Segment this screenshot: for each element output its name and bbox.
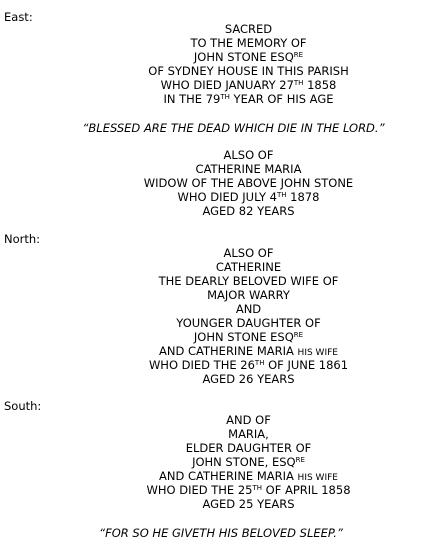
south-label: South: bbox=[4, 399, 42, 413]
east-inscription bbox=[0, 22, 441, 106]
south-inscription bbox=[0, 413, 441, 511]
east-inscription-2 bbox=[0, 148, 441, 218]
north-line-5: AND bbox=[235, 302, 262, 316]
north-line-9: WHO DIED THE 26TH OF JUNE 1861 bbox=[148, 358, 349, 372]
east-line-3: JOHN STONE $ESQ^{RE}$ bbox=[193, 50, 304, 64]
east-line-11: AGED 82 YEARS bbox=[202, 204, 295, 218]
east-line-4: OF SYDNEY HOUSE IN THIS PARISH bbox=[148, 64, 349, 78]
south-line-3: ELDER DAUGHTER OF bbox=[185, 441, 312, 455]
east-line-5: WHO DIED JANUARY 27TH 1858 bbox=[160, 78, 337, 92]
north-line-7: JOHN STONE $ESQ^{RE}$ bbox=[193, 330, 304, 344]
north-line-8: AND CATHERINE MARIA HIS WIFE bbox=[159, 344, 338, 358]
east-line-6: IN THE 79TH YEAR OF HIS AGE bbox=[163, 92, 334, 106]
south-line-4: JOHN STONE, $ESQ^{RE}$ bbox=[192, 455, 305, 469]
south-quote: “FOR SO HE GIVETH HIS BELOVED SLEEP.” bbox=[99, 526, 343, 540]
south-line-6: WHO DIED THE 25TH OF APRIL 1858 bbox=[146, 483, 351, 497]
east-line-9: WIDOW OF THE ABOVE JOHN STONE bbox=[143, 176, 354, 190]
east-line-7: ALSO OF bbox=[223, 148, 274, 162]
south-line-1: AND OF bbox=[226, 413, 271, 427]
north-label: North: bbox=[4, 232, 41, 246]
north-line-4: MAJOR WARRY bbox=[207, 288, 290, 302]
north-line-2: CATHERINE bbox=[215, 260, 282, 274]
east-line-1: SACRED bbox=[224, 22, 273, 36]
north-line-1: ALSO OF bbox=[223, 246, 274, 260]
north-line-10: AGED 26 YEARS bbox=[202, 372, 295, 386]
east-line-2: TO THE MEMORY OF bbox=[190, 36, 307, 50]
south-line-5: AND CATHERINE MARIA HIS WIFE bbox=[159, 469, 338, 483]
south-line-2: MARIA, bbox=[228, 427, 269, 441]
east-line-10: WHO DIED JULY 4TH 1878 bbox=[177, 190, 320, 204]
north-line-3: THE DEARLY BELOVED WIFE OF bbox=[158, 274, 339, 288]
north-line-6: YOUNGER DAUGHTER OF bbox=[176, 316, 321, 330]
east-label: East: bbox=[4, 10, 33, 24]
south-line-7: AGED 25 YEARS bbox=[202, 497, 295, 511]
east-quote: “BLESSED ARE THE DEAD WHICH DIE IN THE LORD.” bbox=[82, 121, 385, 135]
east-line-8: CATHERINE MARIA bbox=[195, 162, 302, 176]
north-inscription bbox=[0, 246, 441, 386]
